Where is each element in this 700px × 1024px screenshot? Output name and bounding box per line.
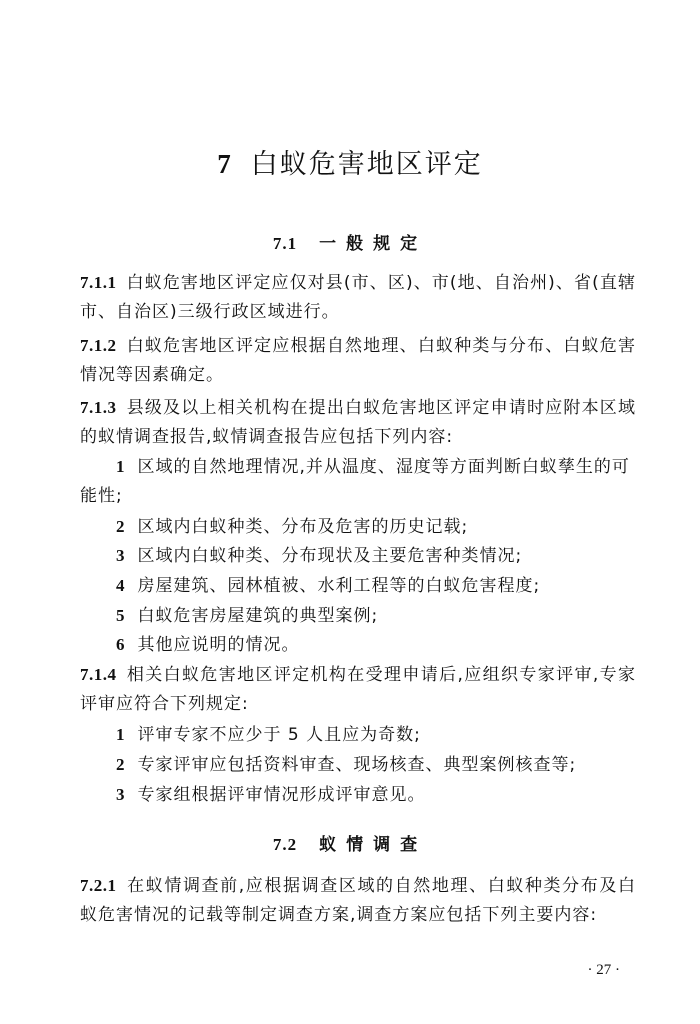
clause-7-1-3: [80, 393, 636, 452]
item-number: 4: [116, 576, 126, 595]
item-text: 专家组根据评审情况形成评审意见。: [137, 785, 426, 805]
item-number: 1: [116, 457, 126, 476]
item-number: 2: [116, 755, 126, 774]
item-text: 白蚁危害房屋建筑的典型案例;: [137, 606, 379, 626]
item-text: 区域内白蚁种类、分布及危害的历史记载;: [137, 517, 469, 537]
list-item: [80, 720, 636, 750]
clause-text: 在蚁情调查前,应根据调查区域的自然地理、白蚁种类分布及白蚁危害情况的记载等制定调查方案,调查方案应包括下列主要内容:: [80, 876, 636, 925]
item-number: 5: [116, 606, 126, 625]
item-text: 其他应说明的情况。: [137, 635, 300, 655]
section-title-text: 蚁情调查: [319, 835, 428, 855]
section-title-7-1: [0, 229, 700, 254]
clause-text: 白蚁危害地区评定应根据自然地理、白蚁种类与分布、白蚁危害情况等因素确定。: [80, 336, 636, 385]
list-item: [80, 452, 636, 511]
clause-text: 相关白蚁危害地区评定机构在受理申请后,应组织专家评审,专家评审应符合下列规定:: [80, 665, 636, 714]
chapter-title-text: 白蚁危害地区评定: [250, 149, 483, 180]
page-number: · 27 ·: [587, 962, 620, 978]
list-item: [80, 630, 636, 660]
item-number: 3: [116, 546, 126, 565]
clause-number: 7.1.3: [80, 398, 117, 417]
section-title-7-2: [0, 830, 700, 855]
clause-7-1-4: [80, 660, 636, 719]
item-text: 区域内白蚁种类、分布现状及主要危害种类情况;: [137, 546, 523, 566]
item-text: 房屋建筑、园林植被、水利工程等的白蚁危害程度;: [137, 576, 541, 596]
section-number: 7.2: [272, 835, 298, 854]
chapter-number: 7: [217, 149, 233, 179]
item-text: 专家评审应包括资料审查、现场核查、典型案例核查等;: [137, 755, 577, 775]
list-item: [80, 780, 636, 810]
clause-number: 7.1.2: [80, 336, 117, 355]
list-item: [80, 571, 636, 601]
item-text: 区域的自然地理情况,并从温度、湿度等方面判断白蚁孳生的可能性;: [80, 457, 630, 506]
clause-7-1-2: [80, 331, 636, 390]
item-text: 评审专家不应少于 5 人且应为奇数;: [137, 725, 421, 745]
clause-number: 7.1.4: [80, 665, 117, 684]
list-item: [80, 512, 636, 542]
section-title-text: 一般规定: [319, 234, 428, 254]
clause-7-2-1: [80, 871, 636, 930]
list-item: [80, 601, 636, 631]
list-item: [80, 541, 636, 571]
item-number: 2: [116, 517, 126, 536]
clause-text: 县级及以上相关机构在提出白蚁危害地区评定申请时应附本区域的蚁情调查报告,蚁情调查报告应包括下列内容:: [80, 398, 636, 447]
item-number: 1: [116, 725, 126, 744]
clause-number: 7.2.1: [80, 876, 117, 895]
clause-7-1-1: [80, 268, 636, 327]
item-number: 6: [116, 635, 126, 654]
clause-number: 7.1.1: [80, 273, 117, 292]
list-item: [80, 750, 636, 780]
item-number: 3: [116, 785, 126, 804]
chapter-title: [0, 142, 700, 181]
section-number: 7.1: [272, 234, 298, 253]
clause-text: 白蚁危害地区评定应仅对县(市、区)、市(地、自治州)、省(直辖市、自治区)三级行政区域进行。: [80, 273, 636, 322]
